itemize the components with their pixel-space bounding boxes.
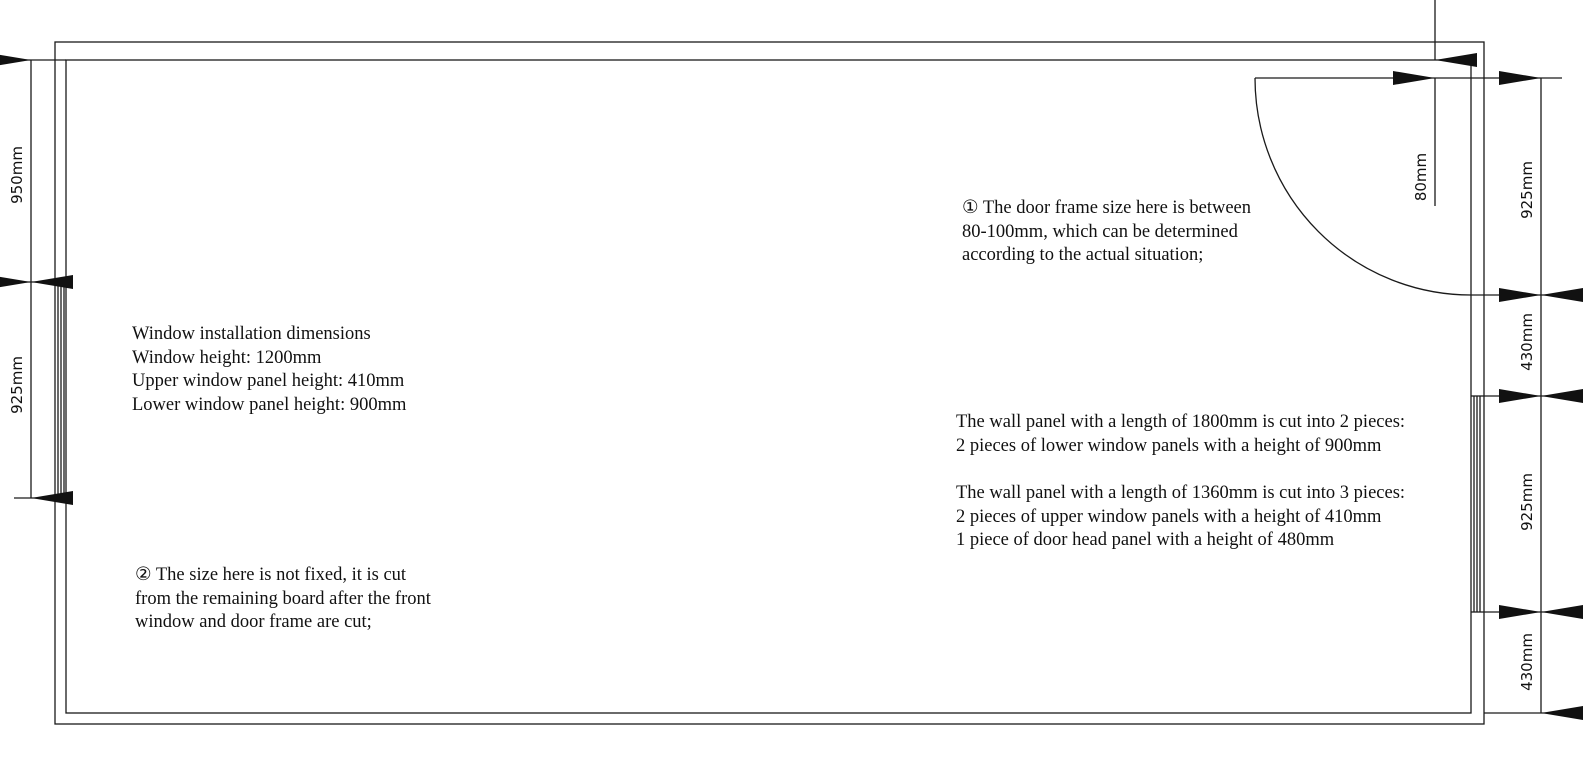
remaining-board-note [135,564,431,635]
note-line: 80-100mm, which can be determined [962,221,1238,242]
note-line: Window installation dimensions [132,324,371,344]
note-line: 2 pieces of lower window panels with a height of 900mm [956,435,1382,456]
note-line: according to the actual situation; [962,245,1204,265]
panel-cut-note [956,411,1405,553]
door-swing [1255,78,1471,295]
note-line: The wall panel with a length of 1800mm is cut into 2 pieces: [956,412,1406,432]
note-line: Upper window panel height: 410mm [132,371,405,391]
note-line: window and door frame are cut; [135,612,372,632]
right-window [1471,396,1484,612]
note-line: from the remaining board after the front [135,588,431,609]
dim-label-right-window: 925mm [1518,473,1536,531]
door-frame-note [962,197,1251,268]
note-line: 1 piece of door head panel with a height of 480mm [956,530,1335,550]
dim-label-right-door: 925mm [1518,161,1536,219]
dim-label-right-mid: 430mm [1518,313,1536,371]
left-window [55,282,66,498]
note-line: ① The door frame size here is between [962,198,1251,218]
note-line: Lower window panel height: 900mm [132,394,407,415]
dim-label-door-frame: 80mm [1412,152,1430,202]
note-line: The wall panel with a length of 1360mm is cut into 3 pieces: [956,483,1406,503]
dim-label-left-window: 925mm [8,356,26,414]
dim-label-left-top: 950mm [8,146,26,204]
note-line: ② The size here is not fixed, it is cut [135,565,407,585]
note-line: Window height: 1200mm [132,347,322,368]
note-line: 2 pieces of upper window panels with a height of 410mm [956,506,1382,527]
window-install-note [132,323,406,417]
dim-label-right-bottom: 430mm [1518,633,1536,691]
